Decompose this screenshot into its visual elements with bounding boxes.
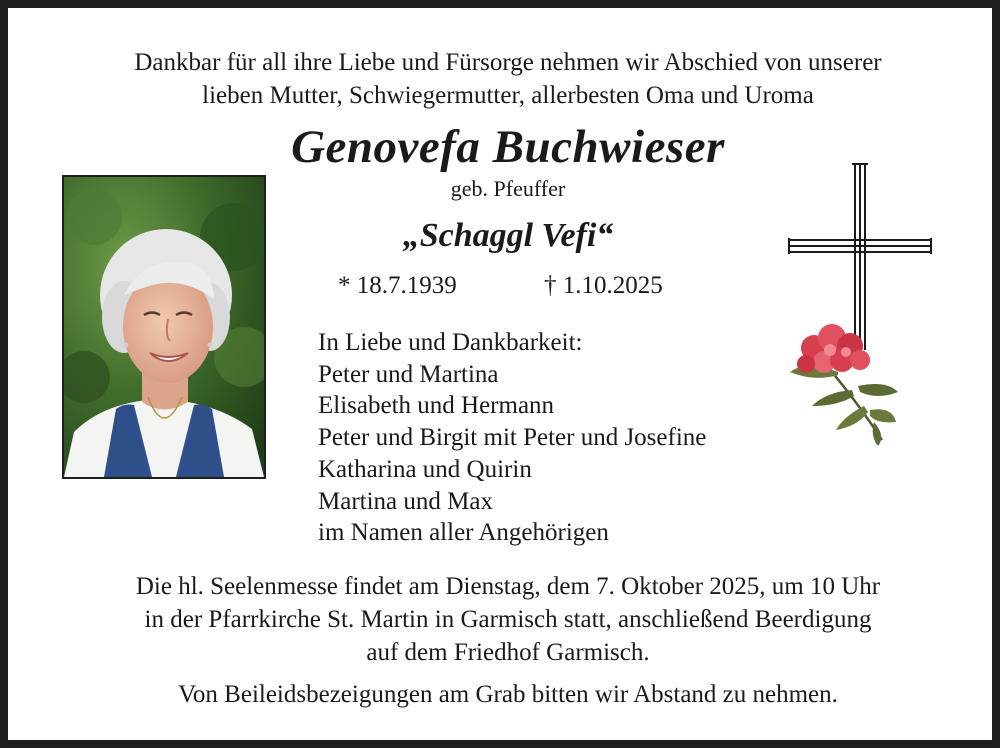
nickname: „Schaggl Vefi“ bbox=[402, 217, 614, 254]
mourner-line: Peter und Martina bbox=[318, 360, 499, 388]
alpine-rose-icon bbox=[790, 324, 898, 446]
closing-note: Von Beileidsbezeigungen am Grab bitten wir Abstand zu nehmen. bbox=[178, 681, 838, 708]
mourners-list bbox=[318, 327, 706, 549]
mourner-line: Martina und Max bbox=[318, 487, 493, 515]
maiden-name: geb. Pfeuffer bbox=[450, 176, 566, 201]
death-date: † 1.10.2025 bbox=[544, 272, 663, 299]
mourner-line: Peter und Birgit mit Peter und Josefine bbox=[318, 424, 707, 452]
mourners-heading: In Liebe und Dankbarkeit: bbox=[318, 329, 583, 356]
service-line-1: Die hl. Seelenmesse findet am Dienstag, dem 7. Oktober 2025, um 10 Uhr bbox=[135, 573, 881, 600]
mourner-line: im Namen aller Angehörigen bbox=[318, 519, 609, 547]
cross-icon bbox=[786, 160, 936, 455]
deceased-name: Genovefa Buchwieser bbox=[291, 121, 725, 173]
intro-line-1: Dankbar für all ihre Liebe und Fürsorge nehmen wir Abschied von unserer bbox=[134, 49, 882, 76]
service-info bbox=[38, 570, 978, 669]
service-line-3: auf dem Friedhof Garmisch. bbox=[366, 639, 650, 666]
intro-text bbox=[48, 46, 968, 112]
intro-line-2: lieben Mutter, Schwiegermutter, allerbesten Oma und Uroma bbox=[202, 82, 814, 109]
mourner-line: Elisabeth und Hermann bbox=[318, 392, 555, 420]
mourner-line: Katharina und Quirin bbox=[318, 455, 532, 483]
service-line-2: in der Pfarrkirche St. Martin in Garmisch statt, anschließend Beerdigung bbox=[144, 606, 872, 633]
portrait-photo bbox=[62, 175, 266, 479]
birth-date: * 18.7.1939 bbox=[338, 272, 457, 299]
